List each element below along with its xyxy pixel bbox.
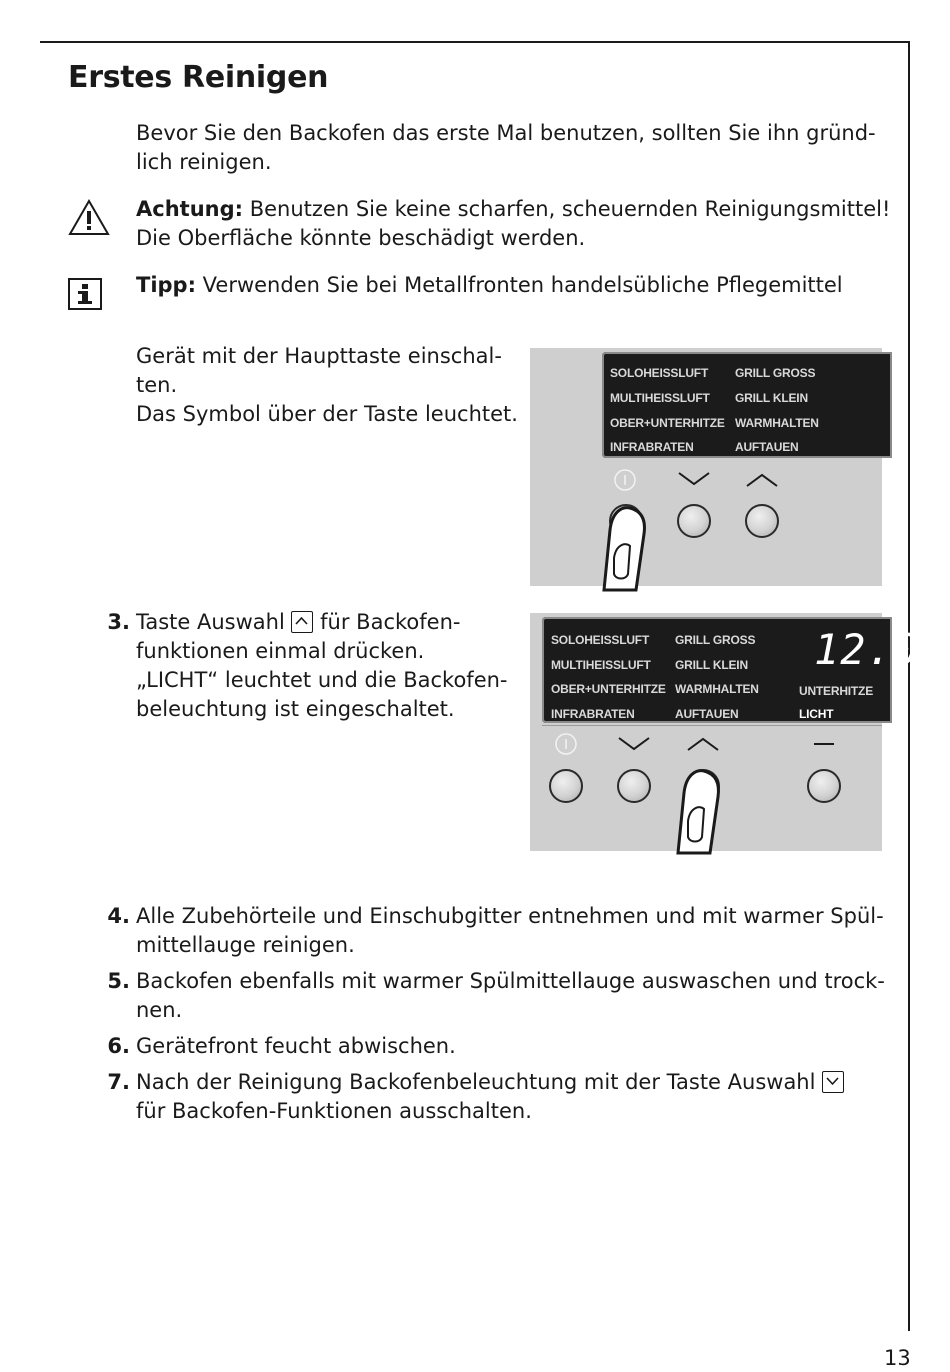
step3-text-a: Taste Auswahl — [136, 610, 292, 634]
step3-line-4: beleuchtung ist eingeschaltet. — [136, 697, 455, 721]
step7-line-1 — [136, 1068, 844, 1097]
control-panel-illustration-2 — [530, 613, 920, 851]
warning-text-1: Benutzen Sie keine scharfen, scheuernden Reinigungsmittel! — [243, 197, 891, 221]
main-switch-button — [549, 769, 583, 803]
select-down-button — [617, 769, 651, 803]
step4-line-1: Alle Zubehörteile und Einschubgitter entnehmen und mit warmer Spül- — [136, 904, 884, 928]
page-title: Erstes Reinigen — [68, 60, 329, 95]
step7-line-2: für Backofen-Funktionen ausschalten. — [136, 1099, 532, 1123]
clock-display: 12.0 — [814, 625, 920, 674]
display-label: AUFTAUEN — [735, 440, 799, 454]
step3-line-1 — [136, 608, 460, 637]
finger-icon — [660, 763, 740, 853]
display-label: INFRABRATEN — [610, 440, 694, 454]
step3-line-3: „LICHT“ leuchtet und die Backofen- — [136, 668, 508, 692]
step3-text-b: für Backofen- — [313, 610, 461, 634]
display-label: GRILL KLEIN — [735, 391, 808, 405]
warning-label: Achtung: — [136, 197, 244, 221]
display-label: MULTIHEISSLUFT — [551, 658, 651, 672]
display-label: GRILL GROSS — [735, 366, 816, 380]
display-label: WARMHALTEN — [675, 682, 759, 696]
display-label: AUFTAUEN — [675, 707, 739, 721]
select-down-button — [677, 504, 711, 538]
tip-line — [136, 271, 843, 300]
display-label: OBER+UNTERHITZE — [610, 416, 725, 430]
step5-line-1: Backofen ebenfalls mit warmer Spülmittellauge auswaschen und trock- — [136, 969, 885, 993]
right-rule — [908, 41, 910, 1331]
select-up-key-icon — [291, 611, 313, 633]
step7-text: Nach der Reinigung Backofenbeleuchtung mit der Taste Auswahl — [136, 1070, 823, 1094]
minus-button — [807, 769, 841, 803]
control-panel-illustration-1 — [530, 348, 882, 586]
page-number: 13 — [884, 1346, 911, 1370]
step5-line-2: nen. — [136, 998, 183, 1022]
info-icon — [68, 278, 102, 310]
warning-triangle-icon — [68, 199, 110, 237]
tip-text: Verwenden Sie bei Metallfronten handelsübliche Pflegemittel — [196, 273, 843, 297]
step-number: 5. — [107, 969, 130, 993]
step4-line-2: mittellauge reinigen. — [136, 933, 355, 957]
intro-line-2: lich reinigen. — [136, 150, 272, 174]
display-label: SOLOHEISSLUFT — [551, 633, 650, 647]
warning-line-1 — [136, 195, 890, 224]
display-label: UNTERHITZE — [799, 684, 873, 698]
display-label: SOLOHEISSLUFT — [610, 366, 709, 380]
select-down-key-icon — [822, 1071, 844, 1093]
main-step-line-1: Gerät mit der Haupttaste einschal- — [136, 344, 502, 368]
display-label: INFRABRATEN — [551, 707, 635, 721]
main-step-line-2: ten. — [136, 373, 178, 397]
top-rule — [40, 41, 910, 43]
step3-line-2: funktionen einmal drücken. — [136, 639, 425, 663]
finger-icon — [586, 500, 666, 590]
display-label: GRILL KLEIN — [675, 658, 748, 672]
display-label-active: LICHT — [799, 707, 834, 721]
tip-label: Tipp: — [136, 273, 196, 297]
display-label: OBER+UNTERHITZE — [551, 682, 666, 696]
display-label: MULTIHEISSLUFT — [610, 391, 710, 405]
display-label: WARMHALTEN — [735, 416, 819, 430]
step-number: 3. — [107, 610, 130, 634]
panel-symbols — [530, 348, 882, 586]
step-number: 7. — [107, 1070, 130, 1094]
step-number: 6. — [107, 1034, 130, 1058]
intro-line-1: Bevor Sie den Backofen das erste Mal benutzen, sollten Sie ihn gründ- — [136, 121, 876, 145]
select-up-button — [745, 504, 779, 538]
display-label: GRILL GROSS — [675, 633, 756, 647]
step6-line-1: Gerätefront feucht abwischen. — [136, 1034, 456, 1058]
step-number: 4. — [107, 904, 130, 928]
main-step-line-3: Das Symbol über der Taste leuchtet. — [136, 402, 518, 426]
warning-line-2: Die Oberfläche könnte beschädigt werden. — [136, 226, 586, 250]
